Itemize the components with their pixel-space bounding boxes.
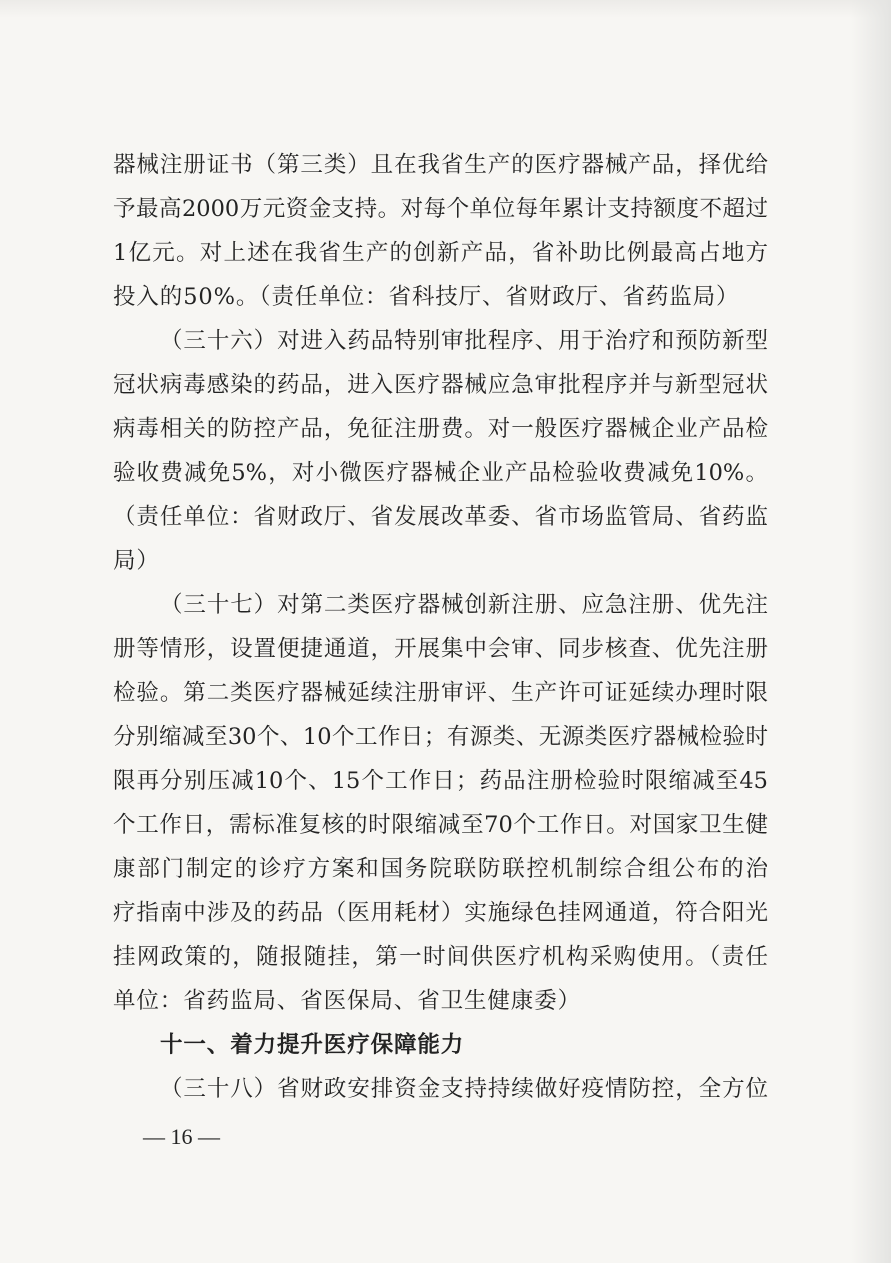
text-line: 单位：省药监局、省医保局、省卫生健康委） [113,988,582,1014]
text-line: 冠状病毒感染的药品，进入医疗器械应急审批程序并与新型冠状 [113,372,768,398]
text-line: 疗指南中涉及的药品（医用耗材）实施绿色挂网通道，符合阳光 [113,900,768,926]
text-line: 1亿元。对上述在我省生产的创新产品，省补助比例最高占地方 [113,240,768,266]
paragraph [113,1067,768,1111]
text-line: 个工作日，需标准复核的时限缩减至70个工作日。对国家卫生健 [113,812,768,838]
text-line: （三十七）对第二类医疗器械创新注册、应急注册、优先注 [160,592,768,618]
text-line: 康部门制定的诊疗方案和国务院联防联控机制综合组公布的治 [113,856,768,882]
text-line: 病毒相关的防控产品，免征注册费。对一般医疗器械企业产品检 [113,416,768,442]
scan-edge-top [0,0,891,18]
text-line: 挂网政策的，随报随挂，第一时间供医疗机构采购使用。（责任 [113,944,768,970]
paragraph [113,583,768,1023]
text-line: 验收费减免5%，对小微医疗器械企业产品检验收费减免10%。 [113,460,768,486]
page-number: — 16 — [143,1124,220,1149]
text-line: 册等情形，设置便捷通道，开展集中会审、同步核查、优先注册 [113,636,768,662]
scan-edge-right [851,0,891,1263]
text-line: 予最高2000万元资金支持。对每个单位每年累计支持额度不超过 [113,196,768,222]
text-line: 分别缩减至30个、10个工作日；有源类、无源类医疗器械检验时 [113,724,768,750]
section-heading: 十一、着力提升医疗保障能力 [160,1032,465,1058]
text-line: （责任单位：省财政厅、省发展改革委、省市场监管局、省药监 [113,504,768,530]
paragraph [113,143,768,319]
text-line: 限再分别压减10个、15个工作日；药品注册检验时限缩减至45 [113,768,768,794]
text-line: （三十六）对进入药品特别审批程序、用于治疗和预防新型 [160,328,768,354]
text-line: （三十八）省财政安排资金支持持续做好疫情防控，全方位 [160,1076,768,1102]
text-line: 投入的50%。（责任单位：省科技厅、省财政厅、省药监局） [113,284,740,310]
text-line: 检验。第二类医疗器械延续注册审评、生产许可证延续办理时限 [113,680,768,706]
document-body [113,143,768,1111]
text-line: 局） [113,548,160,574]
paragraph [113,319,768,583]
text-line: 器械注册证书（第三类）且在我省生产的医疗器械产品，择优给 [113,152,768,178]
